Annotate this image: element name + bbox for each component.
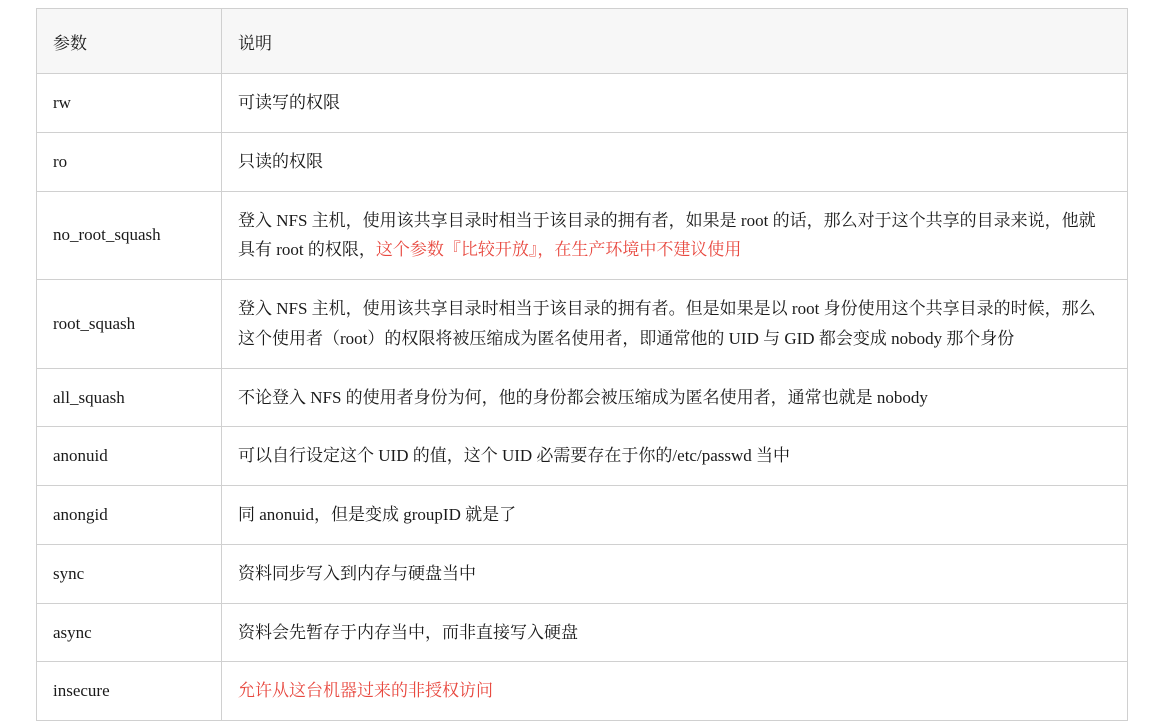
table-row	[37, 280, 1128, 369]
description-text: 资料同步写入到内存与硬盘当中	[238, 563, 476, 583]
parameter-description-cell	[222, 368, 1128, 427]
description-text: 只读的权限	[238, 151, 323, 171]
description-text: 登入 NFS 主机，使用该共享目录时相当于该目录的拥有者，如果是 root 的话，那么对于这个共享的目录来说，他就具有 root 的权限，	[238, 210, 1096, 260]
parameter-name-cell: anongid	[37, 486, 222, 545]
parameter-description-cell	[222, 132, 1128, 191]
parameter-name-cell: insecure	[37, 662, 222, 721]
table-row	[37, 544, 1128, 603]
table-header	[37, 9, 1128, 74]
table-row	[37, 132, 1128, 191]
description-text-highlight: 允许从这台机器过来的非授权访问	[238, 681, 493, 701]
description-text: 资料会先暂存于内存当中，而非直接写入硬盘	[238, 622, 578, 642]
nfs-parameter-table	[36, 8, 1128, 721]
parameter-description-cell	[222, 191, 1128, 280]
description-text: 不论登入 NFS 的使用者身份为何，他的身份都会被压缩成为匿名使用者，通常也就是 nobody	[238, 387, 928, 407]
parameter-name-cell: rw	[37, 74, 222, 133]
parameter-description-cell	[222, 427, 1128, 486]
parameter-name-cell: anonuid	[37, 427, 222, 486]
description-text: 可读写的权限	[238, 93, 340, 112]
description-text: 登入 NFS 主机，使用该共享目录时相当于该目录的拥有者。但是如果是以 root 身份使用这个共享目录的时候，那么这个使用者（root）的权限将被压缩成为匿名使用者，即通常他的 UID 与 GID 都会变成 nobody 那个身份	[238, 299, 1096, 348]
table-row	[37, 191, 1128, 280]
table-header-row	[37, 9, 1128, 74]
parameter-name-cell: sync	[37, 544, 222, 603]
column-header-parameter: 参数	[37, 9, 222, 74]
parameter-name-cell: ro	[37, 132, 222, 191]
description-text-highlight: 这个参数『比较开放』，在生产环境中不建议使用	[375, 240, 742, 260]
parameter-description-cell	[222, 603, 1128, 662]
parameter-name-cell: no_root_squash	[37, 191, 222, 280]
parameter-description-cell	[222, 662, 1128, 721]
table-row	[37, 662, 1128, 721]
table-row	[37, 74, 1128, 133]
table-row	[37, 603, 1128, 662]
parameter-name-cell: root_squash	[37, 280, 222, 369]
parameter-description-cell	[222, 280, 1128, 369]
parameter-description-cell	[222, 486, 1128, 545]
description-text: 同 anonuid，但是变成 groupID 就是了	[238, 505, 517, 524]
table-row	[37, 427, 1128, 486]
parameter-description-cell	[222, 74, 1128, 133]
parameter-name-cell: async	[37, 603, 222, 662]
column-header-description: 说明	[222, 9, 1128, 74]
parameter-description-cell	[222, 544, 1128, 603]
description-text: 可以自行设定这个 UID 的值，这个 UID 必需要存在于你的/etc/passwd 当中	[238, 446, 790, 466]
table-row	[37, 486, 1128, 545]
table-row	[37, 368, 1128, 427]
parameter-name-cell: all_squash	[37, 368, 222, 427]
table-body	[37, 74, 1128, 721]
